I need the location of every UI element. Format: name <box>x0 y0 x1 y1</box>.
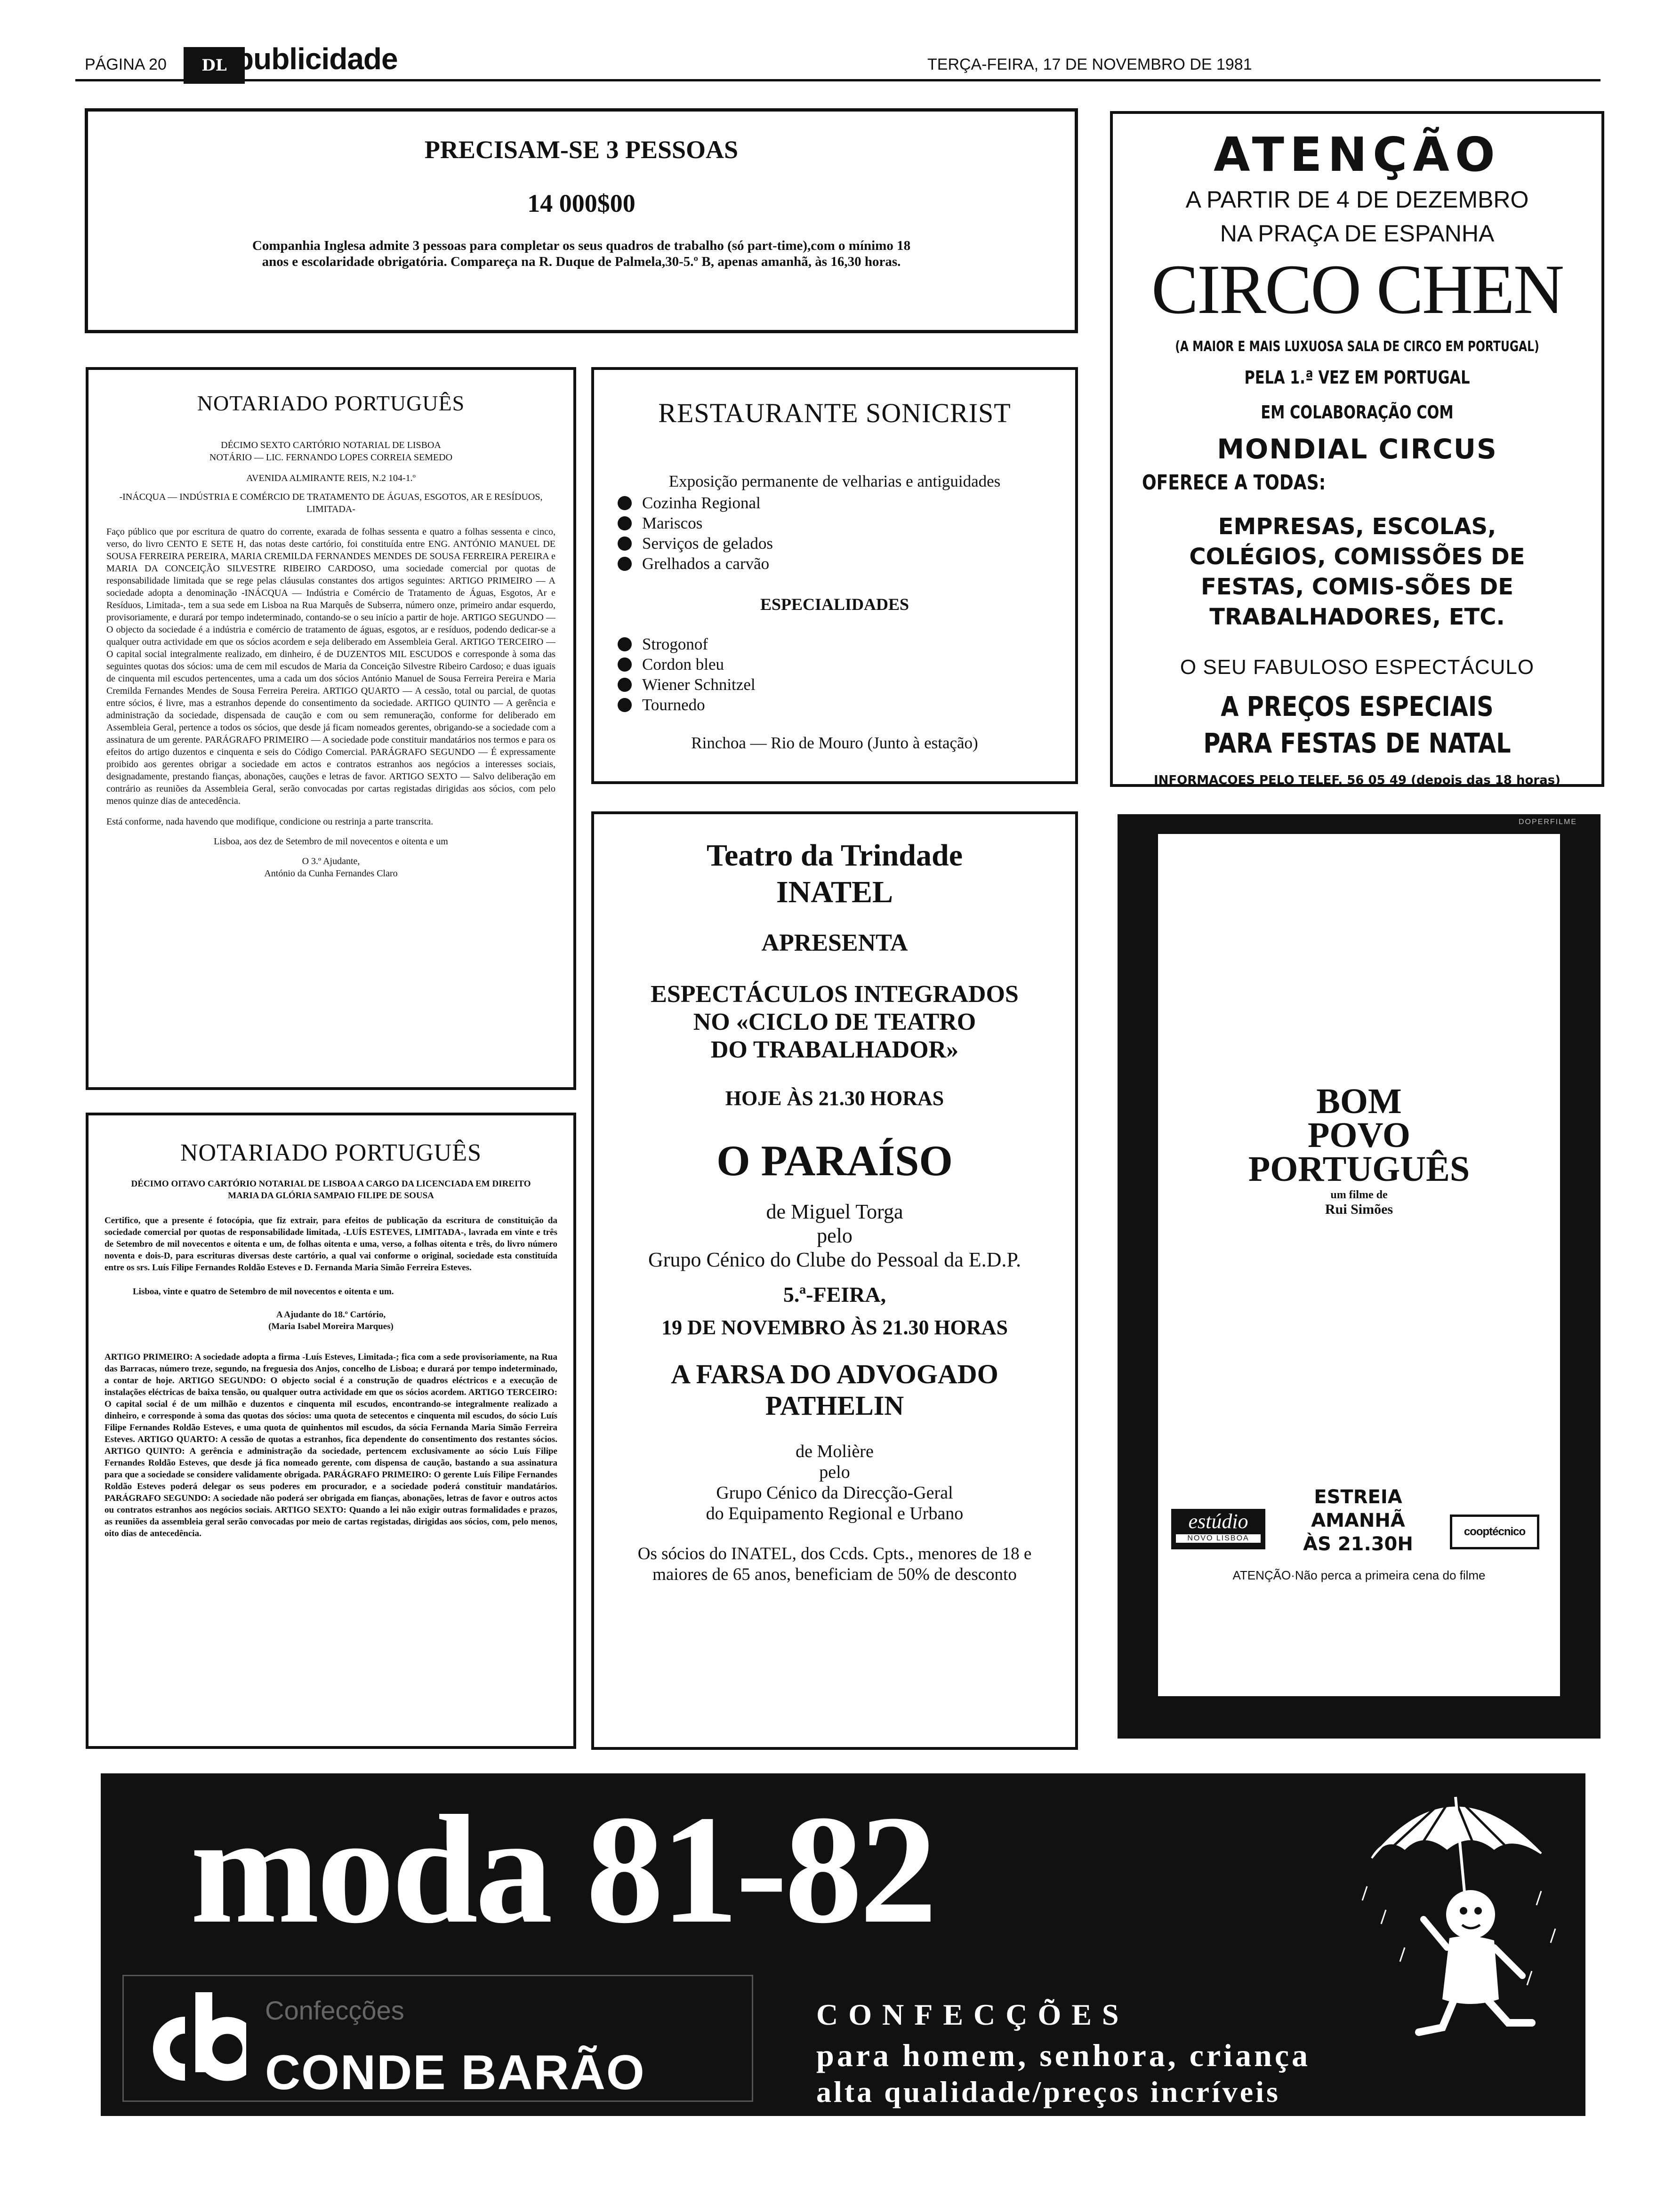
restaurante-specialties-title: ESPECIALIDADES <box>760 595 909 614</box>
restaurante-title: RESTAURANTE SONICRIST <box>658 398 1011 428</box>
teatro-venue-1: Teatro da Trindade <box>706 838 963 873</box>
notariado1-signer-role: O 3.º Ajudante, <box>302 856 360 866</box>
umbrella-character-illustration <box>1353 1778 1569 2042</box>
ad-precisam <box>85 108 1078 333</box>
header-rule <box>75 79 1601 81</box>
filme-premiere <box>1299 1485 1417 1556</box>
page-date: TERÇA-FEIRA, 17 DE NOVEMBRO DE 1981 <box>927 56 1252 73</box>
filme-credit-2: Rui Simões <box>1325 1202 1393 1217</box>
circo-prices-1: A PREÇOS ESPECIAIS <box>1221 690 1494 722</box>
circo-offer: OFERECE A TODAS: <box>1142 471 1326 495</box>
notariado2-body: Certifico, que a presente é fotocópia, que fiz extrair, para efeitos de publicação da escritura de constituição da sociedade comercial por quotas de responsabilidade limitada, -LUÍS ESTEVES, LIMITADA-, lavrada em vinte e três de Setembro de mil novecentos e oitenta e um, de folhas oitenta e uma, verso, a folhas oitenta e três, do livro número noventa e dois-D, para escrituras diversas deste cartório, a qual vai conforme o original, sociedade esta constituída entre os srs. Luís Filipe Fernandes Roldão Esteves e D. Fernanda Maria Simão Ferreira Esteves. <box>105 1216 557 1273</box>
character-head <box>1446 1890 1495 1939</box>
restaurante-list <box>615 493 1054 574</box>
notariado2-title: NOTARIADO PORTUGUÊS <box>180 1139 482 1166</box>
notariado1-body: Faço público que por escritura de quatro do corrente, exarada de folhas sessenta e quatro a folhas sessenta e cinco, verso, do livro CENTO E SETE H, das notas deste cartório, foi constituída entre ENG. ANTÓNIO MANUEL DE SOUSA FERREIRA PEREIRA, MARIA CREMILDA FERNANDES MENDES DE SOUSA FERREIRA PEREIRA e MARIA DA CONCEIÇÃO SILVESTRE RIBEIRO CARDOSO, uma sociedade comercial por quotas de responsabilidade limitada que se rege pelas cláusulas constantes dos artigos seguintes: ARTIGO PRIMEIRO — A sociedade adopta a denominação -INÁCQUA — Indústria e Comércio de Tratamento de Águas, Esgotos, Ar e Resíduos, Limitada-, tem a sua sede em Lisboa na Rua Marquês de Subserra, número onze, primeiro andar esquerdo, provisoriamente, e durará por tempo indeterminado, contando-se o seu início a partir de hoje. ARTIGO SEGUNDO — O objecto da sociedade é a indústria e comércio de tratamento de águas, esgotos, ar e resíduos, podendo dedicar-se a qualquer outra actividade em que os sócios acordem e seja deliberado em Assembleia Geral. ARTIGO TERCEIRO — O capital social integralmente realizado, em dinheiro, é de DUZENTOS MIL ESCUDOS e corresponde à soma das seguintes quotas dos sócios: uma de cem mil escudos de Maria da Conceição Silvestre Ribeiro Cardoso; e duas iguais de cinquenta mil escudos pertencentes, uma a cada um dos sócios António Manuel de Sousa Ferreira Pereira e Maria Cremilda Fernandes Mendes de Sousa Ferreira Pereira. ARTIGO QUARTO — A cessão, total ou parcial, de quotas entre sócios, é livre, mas a estranhos depende do consentimento da sociedade. ARTIGO QUINTO — A gerência e administração da sociedade, dispensada de caução e com ou sem remuneração, conforme for deliberado em Assembleia Geral, pertence a todos os sócios, que desde já ficam nomeados gerentes, obrigando-se a sociedade com a assinatura de um gerente. PARÁGRAFO PRIMEIRO — A sociedade pode constituir mandatários nos termos e para os efeitos do artigo duzentos e cinquenta e seis do Código Comercial. PARÁGRAFO SEGUNDO — É expressamente proibido aos gerentes obrigar a sociedade em actos e contratos estranhos aos negócios a interesses sociais, designadamente, prestando fianças, abonações, cauções e letras de favor. ARTIGO SEXTO — Salvo deliberação em contrário as reuniões da Assembleia Geral, serão convocadas por cartas registadas dirigidas aos sócios, com pelo menos quinze dias de antecedência. <box>106 527 555 806</box>
teatro-play-2a: A FARSA DO ADVOGADO <box>671 1359 998 1389</box>
coop-logo-text: cooptécnico <box>1464 1525 1526 1538</box>
estudio-logo <box>1171 1509 1265 1549</box>
circo-attention: ATENÇÃO <box>1214 127 1501 182</box>
section-title: publicidade <box>235 42 398 76</box>
notariado1-office: DÉCIMO SEXTO CARTÓRIO NOTARIAL DE LISBOA <box>221 440 441 450</box>
ad-restaurante <box>591 367 1078 784</box>
page-number: PÁGINA 20 <box>85 56 167 73</box>
teatro-group-2b: do Equipamento Regional e Urbano <box>706 1504 964 1523</box>
teatro-by-2: pelo <box>819 1462 850 1482</box>
teatro-play-2b: PATHELIN <box>765 1390 904 1421</box>
notariado1-signer: António da Cunha Fernandes Claro <box>264 868 398 879</box>
estudio-logo-text: estúdio <box>1188 1510 1248 1533</box>
teatro-event-1: ESPECTÁCULOS INTEGRADOS <box>651 981 1019 1008</box>
section-logo-text: DL <box>201 56 227 75</box>
circo-partner: MONDIAL CIRCUS <box>1217 433 1497 465</box>
notice-notariado-1 <box>86 367 576 1090</box>
circo-collab: EM COLABORAÇÃO COM <box>1261 402 1454 423</box>
teatro-play-1: O PARAÍSO <box>716 1137 953 1185</box>
teatro-author-2: de Molière <box>796 1442 874 1461</box>
teatro-event-3: DO TRABALHADOR» <box>710 1036 959 1063</box>
moda-confeccoes: CONFECÇÕES <box>816 1998 1129 2031</box>
restaurante-specialty-item: Wiener Schnitzel <box>615 674 1054 695</box>
circo-list: EMPRESAS, ESCOLAS, COLÉGIOS, COMISSÕES DE FESTAS, COMIS-SÕES DE TRABALHADORES, ETC. <box>1189 513 1525 630</box>
ad-circo-chen <box>1110 111 1604 787</box>
moda-quality: alta qualidade/preços incríveis <box>816 2075 1280 2108</box>
notariado1-address: AVENIDA ALMIRANTE REIS, N.2 104-1.º <box>246 473 416 483</box>
notariado1-date: Lisboa, aos dez de Setembro de mil novecentos e oitenta e um <box>214 836 448 847</box>
teatro-by-1: pelo <box>817 1224 853 1247</box>
ad-teatro-trindade <box>591 811 1078 1750</box>
circo-info: INFORMAÇOES PELO TELEF. 56 05 49 (depois das 18 horas) <box>1153 773 1561 787</box>
teatro-event-2: NO «CICLO DE TEATRO <box>693 1009 976 1035</box>
moda-headline: moda 81-82 <box>190 1784 934 1956</box>
cb-logo-mark <box>133 1983 246 2096</box>
circo-subtitle: (A MAIOR E MAIS LUXUOSA SALA DE CIRCO EM PORTUGAL) <box>1175 338 1539 355</box>
coop-logo <box>1450 1515 1539 1549</box>
notariado2-articles: ARTIGO PRIMEIRO: A sociedade adopta a firma -Luís Esteves, Limitada-; fica com a sede provisoriamente, na Rua das Barracas, número treze, segundo, na freguesia dos Anjos, concelho de Lisboa; e durará por tempo indeterminado, a contar de hoje. ARTIGO SEGUNDO: O objecto social é a construção de quadros eléctricos e a execução de instalações eléctricas de baixa tensão, ou qualquer outra actividade em que os sócios acordem. ARTIGO TERCEIRO: O capital social é de um milhão e duzentos e cinquenta mil escudos, encontrando-se integralmente realizado a dinheiro, e corresponde à soma das quotas dos sócios: uma quota de setecentos e cinquenta mil escudos, do sócio Luís Filipe Fernandes Roldão Esteves, e uma quota de quinhentos mil escudos, da sócia Fernanda Maria Simão Ferreira Esteves. ARTIGO QUARTO: A cessão de quotas a estranhos, fica dependente do consentimento dos restantes sócios. ARTIGO QUINTO: A gerência e administração da sociedade, pertencem exclusivamente ao sócio Luís Filipe Fernandes Roldão Esteves, que desde já fica nomeado gerente, com dispensa de caução, bastando a sua assinatura para que a sociedade se considere validamente obrigada. PARÁGRAFO PRIMEIRO: O gerente Luís Filipe Fernandes Roldão Esteves poderá delegar os seus poderes em procurador, e a sociedade poderá constituir mandatários. PARÁGRAFO SEGUNDO: A sociedade não poderá ser obrigada em fianças, abonações, letras de favor e outros actos ou contratos estranhos aos negócios sociais. ARTIGO SEXTO: Quando a lei não exigir outras formalidades e prazos, as reuniões da assembleia geral serão convocadas por meio de cartas registadas, dirigidas aos sócios, com, pelo menos, oito dias de antecedência. <box>105 1352 557 1539</box>
conde-barao-name: CONDE BARÃO <box>265 2045 645 2100</box>
precisam-salary: 14 000$00 <box>527 189 635 217</box>
ad-moda <box>101 1773 1585 2116</box>
filme-distributor: DOPERFILME <box>1518 818 1577 826</box>
restaurante-list-item: Serviços de gelados <box>615 533 1054 553</box>
filme-premiere-3: ÀS 21.30H <box>1303 1533 1413 1555</box>
filme-title-2: POVO <box>1307 1115 1411 1155</box>
restaurante-specialty-item: Cordon bleu <box>615 654 1054 674</box>
estudio-logo-sub: NOVO LISBOA <box>1176 1534 1261 1543</box>
restaurante-address: Rinchoa — Rio de Mouro (Junto à estação) <box>691 734 978 752</box>
notariado1-title: NOTARIADO PORTUGUÊS <box>197 391 465 415</box>
filme-title-3: PORTUGUÊS <box>1248 1149 1470 1189</box>
precisam-title: PRECISAM-SE 3 PESSOAS <box>424 136 739 164</box>
circo-prices-2: PARA FESTAS DE NATAL <box>1203 727 1511 759</box>
restaurante-list-item: Mariscos <box>615 513 1054 533</box>
teatro-group-2a: Grupo Cénico da Direcção-Geral <box>716 1483 953 1503</box>
teatro-author-1: de Miguel Torga <box>766 1200 903 1223</box>
notice-notariado-2 <box>86 1113 576 1749</box>
filme-warning: ATENÇÃO·Não perca a primeira cena do filme <box>1232 1568 1486 1582</box>
moda-audience: para homem, senhora, criança <box>816 2037 1311 2073</box>
teatro-day: 5.ª-FEIRA, <box>783 1282 886 1306</box>
filme-poster <box>1158 834 1560 1696</box>
teatro-date: 19 DE NOVEMBRO ÀS 21.30 HORAS <box>661 1316 1008 1339</box>
filme-premiere-1: ESTREIA <box>1314 1486 1402 1508</box>
notariado2-date: Lisboa, vinte e quatro de Setembro de mil novecentos e oitenta e um. <box>133 1287 394 1297</box>
filme-premiere-2: AMANHÃ <box>1311 1510 1405 1531</box>
circo-first-time: PELA 1.ª VEZ EM PORTUGAL <box>1244 367 1470 388</box>
ad-filme <box>1118 814 1601 1739</box>
restaurante-intro: Exposição permanente de velharias e antiguidades <box>668 472 1001 490</box>
notariado2-office: DÉCIMO OITAVO CARTÓRIO NOTARIAL DE LISBOA A CARGO DA LICENCIADA EM DIREITO MARIA DA GLÓRIA SAMPAIO FILIPE DE SOUSA <box>131 1179 531 1201</box>
restaurante-specialty-item: Strogonof <box>615 634 1054 654</box>
notariado1-company: -INÁCQUA — INDÚSTRIA E COMÉRCIO DE TRATAMENTO DE ÁGUAS, ESGOTOS, AR E RESÍDUOS, LIMITADA- <box>119 492 543 514</box>
restaurante-list-item: Grelhados a carvão <box>615 553 1054 574</box>
character-body <box>1442 1936 1499 2004</box>
teatro-presents: APRESENTA <box>761 930 908 956</box>
conde-barao-logo <box>122 1975 753 2102</box>
notariado2-signer-role: A Ajudante do 18.º Cartório, <box>276 1310 386 1320</box>
conde-barao-subtitle: Confecções <box>265 1996 404 2025</box>
restaurante-specialties <box>615 634 1054 715</box>
notariado1-closing: Está conforme, nada havendo que modifique, condicione ou restrinja a parte transcrita. <box>106 817 434 827</box>
teatro-today: HOJE ÀS 21.30 HORAS <box>725 1087 944 1110</box>
notariado1-notary: NOTÁRIO — LIC. FERNANDO LOPES CORREIA SEMEDO <box>209 452 453 463</box>
restaurante-list-item: Cozinha Regional <box>615 493 1054 513</box>
circo-name: CIRCO CHEN <box>1151 250 1563 329</box>
filme-credit-1: um filme de <box>1330 1189 1388 1201</box>
circo-place-line: NA PRAÇA DE ESPANHA <box>1220 220 1495 247</box>
teatro-note: Os sócios do INATEL, dos Ccds. Cpts., menores de 18 e maiores de 65 anos, beneficiam de 50% de desconto <box>637 1544 1032 1584</box>
circo-date-line: A PARTIR DE 4 DE DEZEMBRO <box>1185 186 1529 213</box>
notariado2-signer: (Maria Isabel Moreira Marques) <box>268 1322 394 1331</box>
restaurante-specialty-item: Tournedo <box>615 695 1054 715</box>
filme-title-1: BOM <box>1316 1082 1402 1121</box>
teatro-venue-2: INATEL <box>776 875 893 909</box>
precisam-body: Companhia Inglesa admite 3 pessoas para completar os seus quadros de trabalho (só part-time),com o mínimo 18 anos e escolaridade obrigatória. Compareça na R. Duque de Palmela,30-5.º B, apenas amanhã, às 16,30 horas. <box>252 238 911 269</box>
teatro-group-1: Grupo Cénico do Clube do Pessoal da E.D.P. <box>648 1248 1021 1271</box>
circo-show: O SEU FABULOSO ESPECTÁCULO <box>1180 656 1535 679</box>
